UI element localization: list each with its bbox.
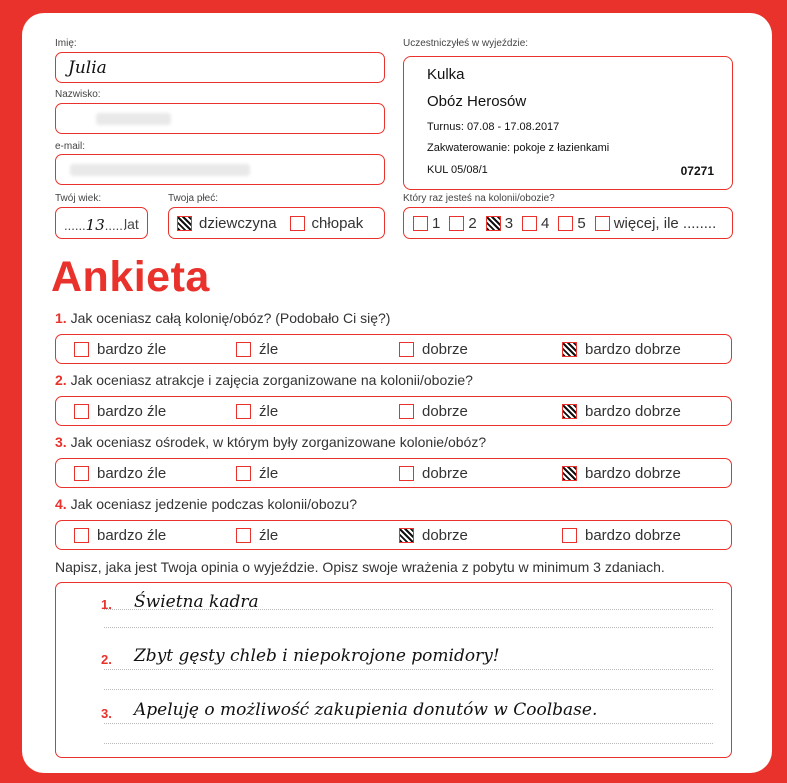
question-2-option-3[interactable] [399,397,468,425]
times-4-label: 4 [541,215,550,232]
rating-checkbox[interactable] [562,404,577,419]
rating-checkbox[interactable] [562,466,577,481]
times-3-checkbox[interactable] [486,216,501,231]
opinion-prompt: Napisz, jaka jest Twoja opinia o wyjeździe. Opisz swoje wrażenia z pobytu w minimum 3 zdaniach. [55,559,665,575]
gender-girl-label: dziewczyna [199,215,277,232]
opinion-box[interactable] [55,582,732,758]
times-5-checkbox[interactable] [558,216,573,231]
rating-checkbox[interactable] [74,342,89,357]
times-3-label: 3 [504,215,514,232]
rating-label: bardzo dobrze [585,340,681,358]
rating-label: bardzo dobrze [585,526,681,544]
opinion-2-number: 2. [101,652,112,667]
question-4-option-4[interactable] [562,521,681,549]
survey-sheet [22,13,772,773]
survey-title: Ankieta [51,253,210,301]
rating-checkbox[interactable] [74,528,89,543]
question-2-option-1[interactable] [74,397,166,425]
rating-checkbox[interactable] [236,528,251,543]
times-2-checkbox[interactable] [449,216,464,231]
opinion-3-number: 3. [101,706,112,721]
gender-field [168,207,385,239]
redacted-surname [96,113,171,125]
opinion-2-text: Zbyt gęsty chleb i niepokrojone pomidory! [134,646,500,666]
trip-name2: Obóz Herosów [427,93,527,110]
rating-checkbox[interactable] [399,466,414,481]
rating-label: dobrze [422,526,468,544]
question-3-options [55,458,732,488]
times-4-checkbox[interactable] [522,216,537,231]
age-label: Twój wiek: [55,193,102,204]
opinion-1-number: 1. [101,597,112,612]
question-2-option-2[interactable] [236,397,278,425]
email-label: e-mail: [55,141,86,152]
question-4-option-3[interactable] [399,521,468,549]
rating-label: źle [259,402,279,420]
gender-girl-checkbox[interactable] [177,216,192,231]
rating-label: bardzo dobrze [585,402,681,420]
rating-label: bardzo dobrze [585,464,681,482]
age-field[interactable] [55,207,148,239]
rating-label: dobrze [422,464,468,482]
question-1-option-4[interactable] [562,335,681,363]
redacted-email [70,164,250,176]
age-unit: lat [124,216,139,232]
opinion-line [104,669,713,670]
email-field[interactable] [55,154,385,185]
question-2: 2. Jak oceniasz atrakcje i zajęcia zorganizowane na kolonii/obozie? [55,372,473,388]
question-3-option-1[interactable] [74,459,166,487]
rating-label: dobrze [422,402,468,420]
rating-label: źle [259,340,279,358]
question-1-option-1[interactable] [74,335,166,363]
times-5-label: 5 [577,215,586,232]
rating-checkbox[interactable] [562,342,577,357]
name-field[interactable] [55,52,385,83]
age-entry: ......13...... [64,216,127,234]
question-4-options [55,520,732,550]
rating-checkbox[interactable] [399,342,414,357]
times-more-label: więcej, ile ........ [613,215,717,232]
rating-label: bardzo źle [97,402,167,420]
trip-number: 07271 [680,164,714,178]
times-field [403,207,733,239]
question-4: 4. Jak oceniasz jedzenie podczas kolonii/obozu? [55,496,357,512]
surname-label: Nazwisko: [55,89,101,100]
times-1-label: 1 [432,215,441,232]
opinion-1-text: Świetna kadra [134,592,259,612]
question-1-options [55,334,732,364]
trip-turnus: Turnus: 07.08 - 17.08.2017 [427,121,560,133]
trip-accommodation: Zakwaterowanie: pokoje z łazienkami [427,142,610,154]
question-4-option-2[interactable] [236,521,278,549]
rating-label: źle [259,526,279,544]
trip-label: Uczestniczyłeś w wyjeździe: [403,38,529,49]
times-1-checkbox[interactable] [413,216,428,231]
times-2-label: 2 [468,215,477,232]
question-1-option-2[interactable] [236,335,278,363]
trip-code: KUL 05/08/1 [427,164,488,176]
gender-boy-label: chłopak [311,215,364,232]
question-4-option-1[interactable] [74,521,166,549]
name-label: Imię: [55,38,77,49]
gender-label: Twoja płeć: [168,193,219,204]
rating-label: bardzo źle [97,464,167,482]
opinion-line [104,723,713,724]
rating-checkbox[interactable] [74,404,89,419]
rating-checkbox[interactable] [562,528,577,543]
question-1-option-3[interactable] [399,335,468,363]
rating-label: źle [259,464,279,482]
rating-label: bardzo źle [97,340,167,358]
rating-checkbox[interactable] [74,466,89,481]
opinion-line [104,689,713,690]
trip-info-box [403,56,733,190]
question-3: 3. Jak oceniasz ośrodek, w którym były zorganizowane kolonie/obóz? [55,434,487,450]
gender-boy-checkbox[interactable] [290,216,305,231]
question-1: 1. Jak oceniasz całą kolonię/obóz? (Podobało Ci się?) [55,310,391,326]
rating-checkbox[interactable] [399,528,414,543]
rating-checkbox[interactable] [236,404,251,419]
question-2-option-4[interactable] [562,397,681,425]
surname-field[interactable] [55,103,385,134]
times-more-checkbox[interactable] [595,216,610,231]
question-3-option-4[interactable] [562,459,681,487]
question-2-options [55,396,732,426]
rating-checkbox[interactable] [399,404,414,419]
rating-checkbox[interactable] [236,466,251,481]
opinion-line [104,627,713,628]
opinion-3-text: Apeluję o możliwość zakupienia donutów w Coolbase. [134,700,598,720]
question-3-option-2[interactable] [236,459,278,487]
rating-checkbox[interactable] [236,342,251,357]
age-value: 13 [85,216,105,234]
name-value: Julia [68,58,107,78]
times-label: Który raz jesteś na kolonii/obozie? [403,193,555,204]
rating-label: bardzo źle [97,526,167,544]
question-3-option-3[interactable] [399,459,468,487]
opinion-line [104,743,713,744]
rating-label: dobrze [422,340,468,358]
trip-name1: Kulka [427,66,465,83]
